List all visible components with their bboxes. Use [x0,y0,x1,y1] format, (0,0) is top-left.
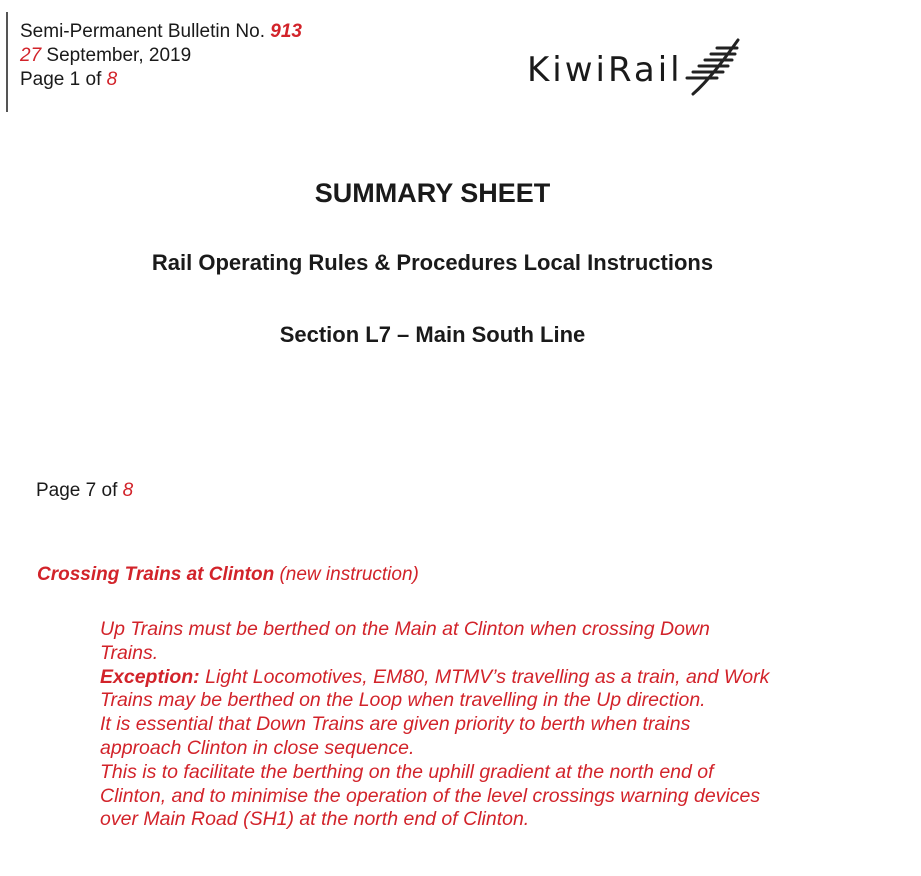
body-line: Clinton, and to minimise the operation of the level crossings warning devices [100,784,761,807]
instruction-tag: (new instruction) [279,564,419,585]
section-title: Section L7 – Main South Line [279,322,586,347]
instruction-title: Crossing Trains at Clinton [37,564,275,585]
page-ref-total: 8 [122,480,134,501]
body-line: Up Trains must be berthed on the Main at Clinton when crossing Down [100,618,710,640]
fern-rail-icon [683,36,743,103]
body-line: Trains may be berthed on the Loop when travelling in the Up direction. [100,689,706,712]
body-line: It is essential that Down Trains are given priority to berth when trains [100,713,691,736]
exception-label: Exception: [100,665,200,688]
page-line [20,68,302,92]
bulletin-line [20,20,302,44]
header-margin-bar [6,12,8,112]
exception-text: Light Locomotives, EM80, MTMV’s travelling as a train, and Work [205,665,770,688]
body-line: Trains. [100,641,159,664]
document-subtitle: Rail Operating Rules & Procedures Local Instructions [151,250,714,275]
date-line [20,44,302,68]
instruction-body [100,618,910,832]
body-line: approach Clinton in close sequence. [100,736,415,759]
logo-text: KiwiRail [527,49,683,90]
page-reference [36,480,133,502]
exception-line [100,666,910,690]
date-rest: September, 2019 [46,45,192,66]
bulletin-number: 913 [270,21,302,42]
page-total: 8 [106,69,118,90]
bulletin-header [20,20,302,92]
bulletin-prefix: Semi-Permanent Bulletin No. [20,21,265,42]
instruction-heading [37,564,419,586]
body-line: This is to facilitate the berthing on the uphill gradient at the north end of [100,760,714,783]
kiwirail-logo [527,36,743,103]
date-day: 27 [20,45,42,66]
page-prefix: Page 1 of [20,69,102,90]
body-line: over Main Road (SH1) at the north end of Clinton. [100,808,530,831]
summary-sheet-title: SUMMARY SHEET [314,178,551,208]
page-ref-prefix: Page 7 of [36,480,118,501]
